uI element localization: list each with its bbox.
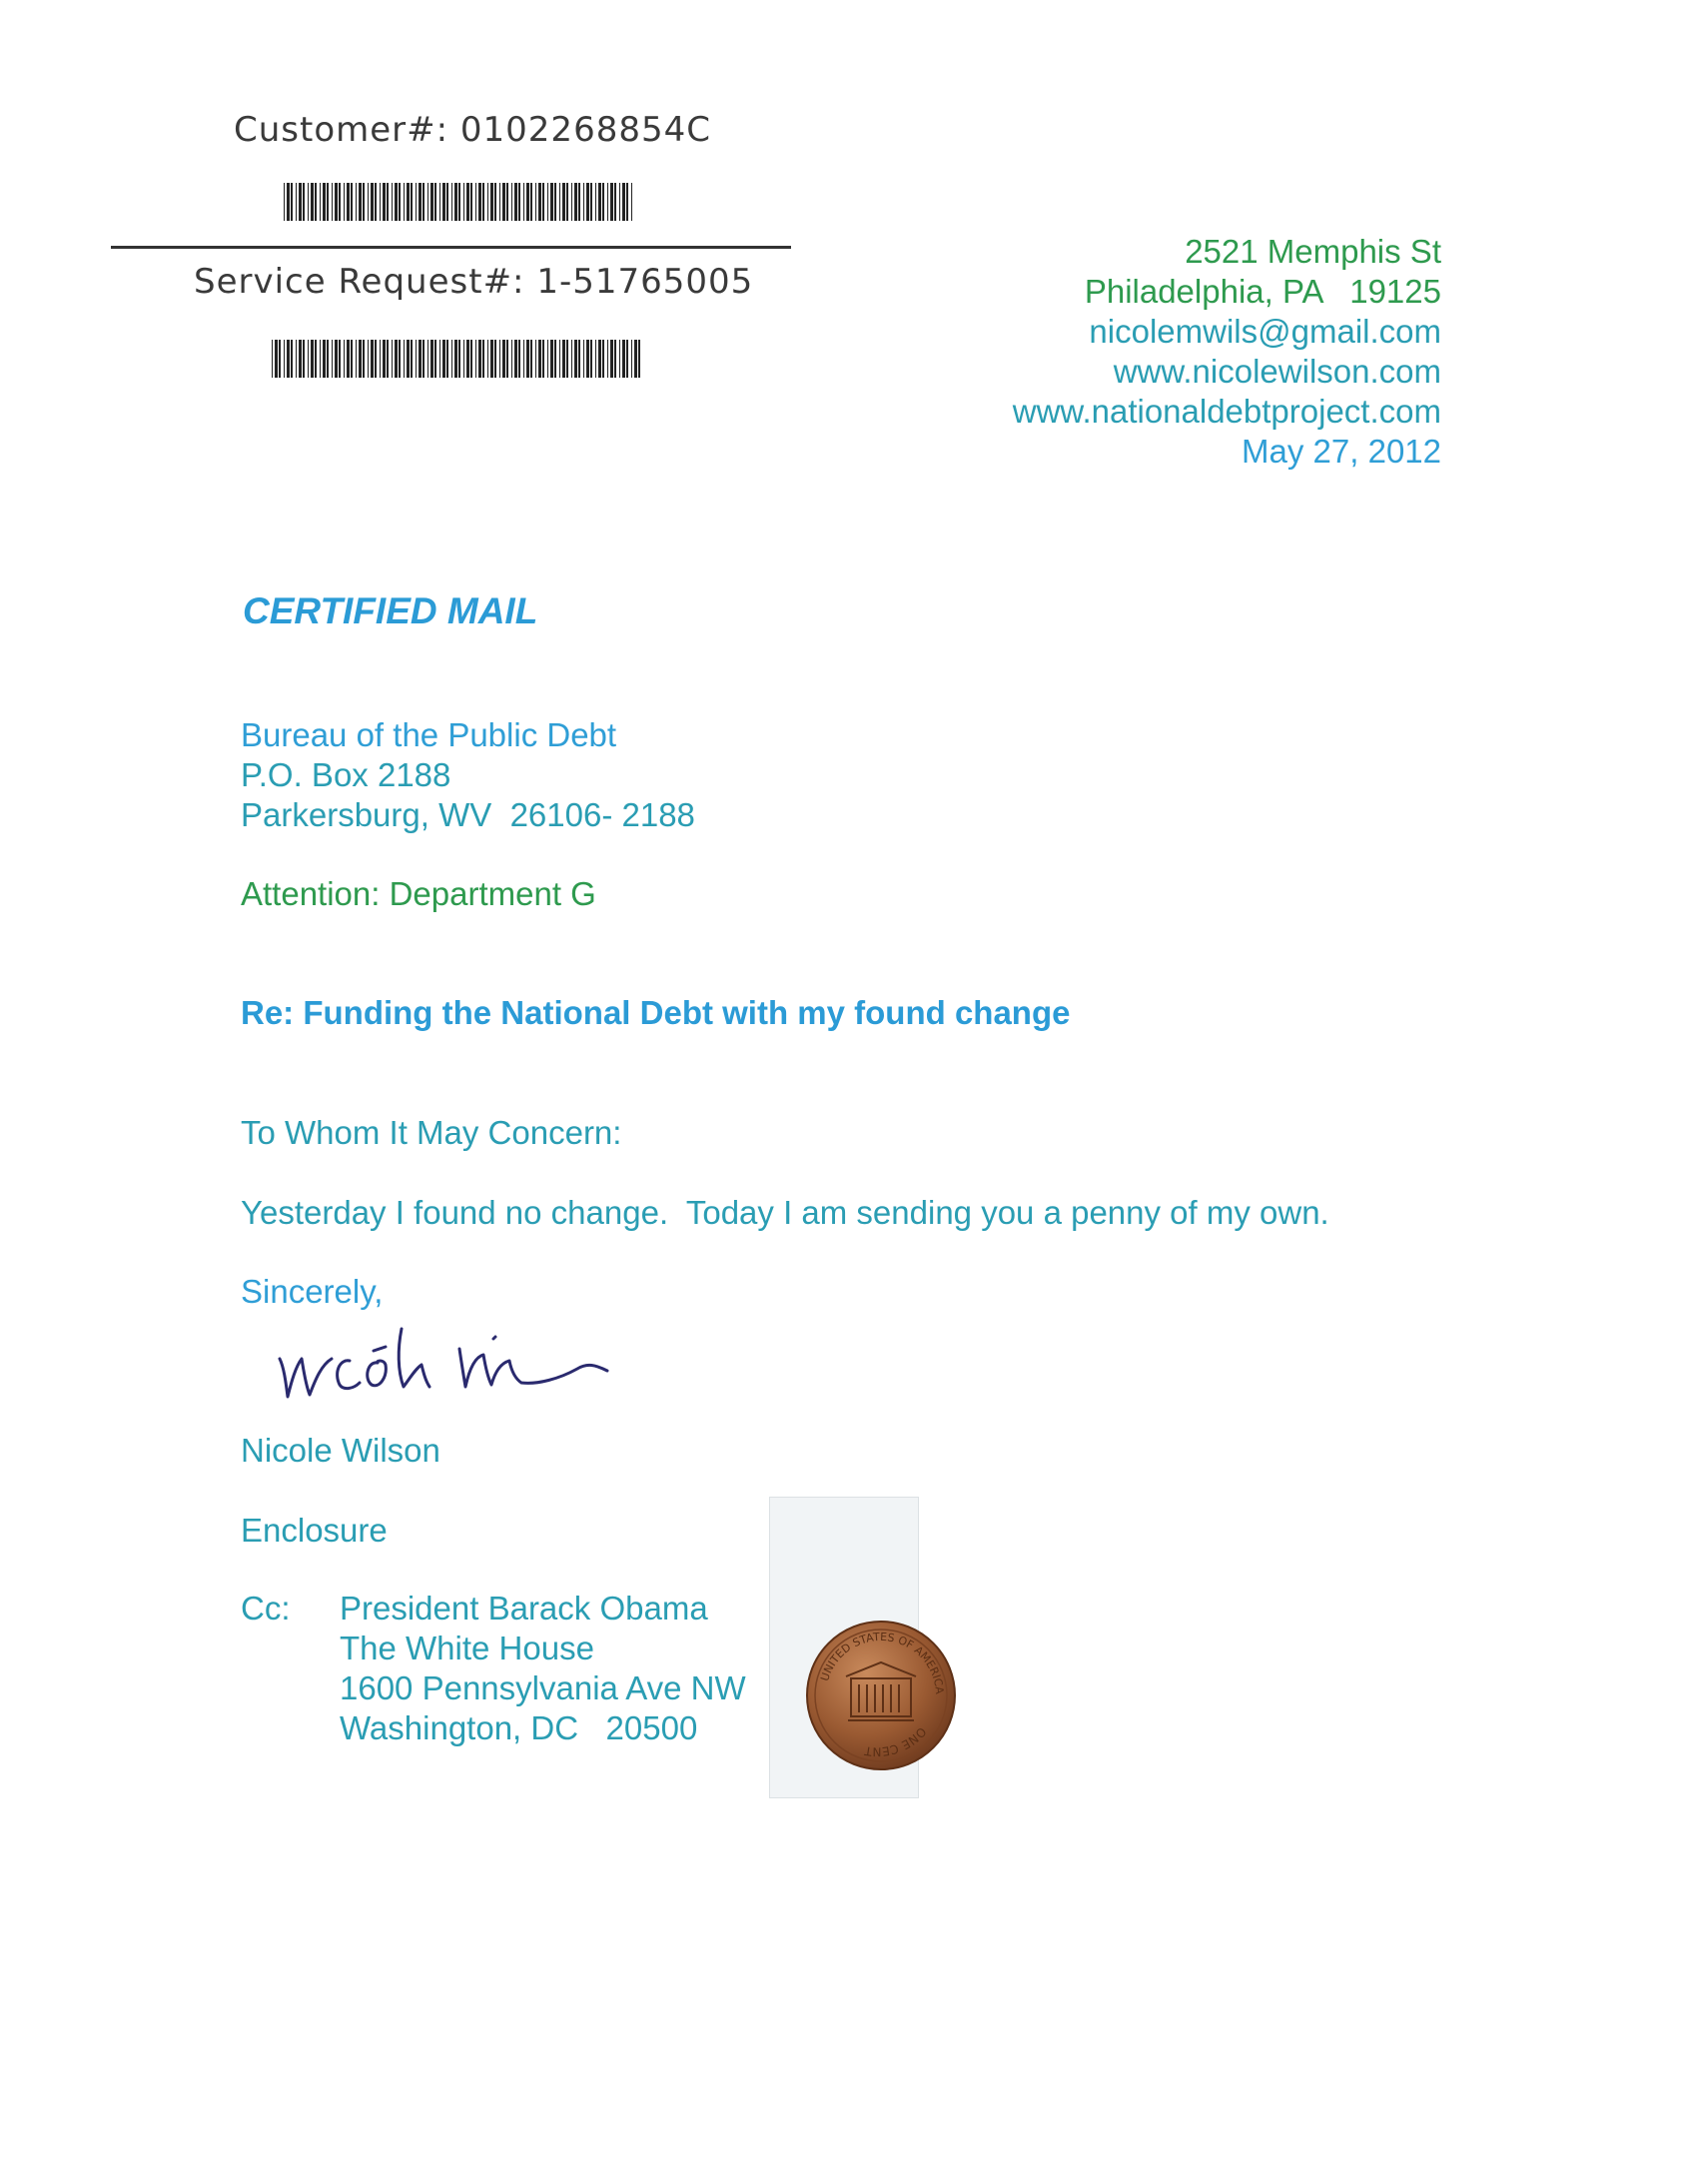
barcode-bar [335,183,338,221]
barcode-bar [279,340,281,378]
barcode-bar [327,340,329,378]
barcode-bar [542,183,544,221]
barcode-bar [583,183,584,221]
barcode-bar [487,183,488,221]
barcode-bar [626,340,628,378]
barcode-bar [466,183,469,221]
barcode-bar [530,183,532,221]
cc-address [340,1589,746,1748]
barcode-bar [423,183,424,221]
barcode-bar [416,340,417,378]
barcode-bar [607,340,608,378]
barcode-bar [323,183,326,221]
barcode-bar [463,340,464,378]
barcode-bar [404,340,405,378]
barcode-bar [299,183,302,221]
barcode-bar [466,340,469,378]
closing: Sincerely, [241,1273,384,1310]
barcode-bar [578,340,580,378]
barcode-bar [383,340,386,378]
barcode-bar [458,340,460,378]
barcode-bar [482,340,484,378]
barcode-bar [430,340,433,378]
barcode-bar [315,183,317,221]
barcode-bar [638,340,640,378]
barcode-bar [434,183,436,221]
barcode-bar [506,340,508,378]
barcode-bar [622,183,625,221]
barcode-bar [511,340,512,378]
barcode-bar [614,183,616,221]
barcode-bar [463,183,464,221]
barcode-bar [598,183,601,221]
barcode-bar [526,340,529,378]
customer-barcode [284,183,635,221]
sender-email: nicolemwils@gmail.com [1089,313,1441,350]
signature [270,1299,639,1409]
barcode-bar [434,340,436,378]
barcode-bar [562,340,565,378]
barcode-bar [395,183,398,221]
barcode-bar [407,183,410,221]
barcode-bar [514,340,517,378]
barcode-bar [482,183,484,221]
barcode-bar [451,340,452,378]
sender-city: Philadelphia, PA 19125 [1084,273,1441,310]
barcode-bar [550,340,553,378]
barcode-bar [291,340,293,378]
barcode-bar [475,340,476,378]
barcode-bar [490,340,493,378]
barcode-bar [458,183,460,221]
barcode-bar [375,340,377,378]
penny-bottom-text: ONE CENT [863,1724,930,1759]
barcode-bar [399,340,401,378]
barcode-bar [586,183,589,221]
barcode-bar [395,340,398,378]
barcode-bar [416,183,417,221]
recipient-address [241,715,695,835]
barcode-bar [299,340,302,378]
barcode-bar [559,340,560,378]
recipient-name: Bureau of the Public Debt [241,716,617,753]
enclosure-line: Enclosure [241,1512,388,1549]
barcode-bar [320,340,321,378]
barcode-bar [574,340,577,378]
barcode-bar [296,183,297,221]
barcode-bar [427,340,428,378]
barcode-bar [514,183,517,221]
barcode-bar [607,183,608,221]
barcode-bar [363,340,365,378]
barcode-bar [332,340,333,378]
barcode-bar [368,340,369,378]
barcode-bar [454,340,457,378]
barcode-bar [547,183,548,221]
customer-number: Customer#: 0102268854C [234,110,711,150]
barcode-bar [363,183,365,221]
recipient-box: P.O. Box 2188 [241,756,451,793]
barcode-bar [407,340,410,378]
barcode-bar [323,340,326,378]
barcode-bar [380,183,381,221]
barcode-bar [490,183,493,221]
barcode-bar [371,340,374,378]
barcode-bar [590,183,592,221]
barcode-bar [631,183,632,221]
barcode-bar [619,340,620,378]
barcode-bar [542,340,544,378]
cc-line: The White House [340,1630,594,1666]
barcode-bar [622,340,625,378]
barcode-bar [344,340,345,378]
barcode-bar [487,340,488,378]
subject-line: Re: Funding the National Debt with my found change [241,994,1071,1031]
barcode-bar [287,183,290,221]
barcode-bar [571,340,572,378]
barcode-bar [566,340,568,378]
barcode-bar [404,183,405,221]
barcode-bar [356,340,357,378]
barcode-bar [538,183,541,221]
barcode-bar [595,183,596,221]
barcode-bar [359,183,362,221]
service-request-number: Service Request#: 1-51765005 [194,262,754,302]
barcode-bar [631,340,632,378]
barcode-bar [387,340,389,378]
barcode-bar [554,183,556,221]
barcode-bar [419,183,422,221]
barcode-bar [494,183,496,221]
barcode-bar [344,183,345,221]
barcode-bar [399,183,401,221]
service-request-barcode [272,340,641,378]
barcode-bar [272,340,273,378]
sender-street: 2521 Memphis St [1185,233,1441,270]
barcode-bar [383,183,386,221]
recipient-city: Parkersburg, WV 26106- 2188 [241,796,695,833]
barcode-bar [586,340,589,378]
barcode-bar [535,183,536,221]
barcode-bar [287,340,290,378]
barcode-bar [619,183,620,221]
barcode-bar [610,340,613,378]
barcode-bar [347,340,350,378]
barcode-bar [311,340,314,378]
barcode-bar [427,183,428,221]
barcode-bar [478,183,481,221]
cc-label: Cc: [241,1590,291,1627]
barcode-bar [296,340,297,378]
barcode-bar [339,340,341,378]
barcode-bar [518,183,520,221]
barcode-bar [547,340,548,378]
penny-image [804,1619,959,1773]
barcode-bar [535,340,536,378]
barcode-bar [368,183,369,221]
barcode-bar [506,183,508,221]
barcode-bar [511,183,512,221]
barcode-bar [315,340,317,378]
barcode-bar [332,183,333,221]
barcode-bar [308,183,309,221]
attention-line: Attention: Department G [241,875,596,912]
barcode-bar [478,340,481,378]
barcode-bar [574,183,577,221]
barcode-bar [303,183,305,221]
barcode-bar [359,340,362,378]
barcode-bar [351,183,353,221]
barcode-bar [311,183,314,221]
barcode-bar [523,340,524,378]
barcode-bar [598,340,601,378]
cc-line: President Barack Obama [340,1590,708,1627]
barcode-bar [502,183,505,221]
barcode-bar [308,340,309,378]
barcode-bar [578,183,580,221]
barcode-bar [475,183,476,221]
signer-name: Nicole Wilson [241,1432,440,1469]
barcode-bar [470,340,472,378]
barcode-bar [430,183,433,221]
barcode-bar [583,340,584,378]
barcode-bar [347,183,350,221]
barcode-bar [562,183,565,221]
barcode-bar [442,183,445,221]
barcode-bar [387,183,389,221]
barcode-bar [550,183,553,221]
barcode-bar [602,183,604,221]
barcode-bar [380,340,381,378]
barcode-bar [442,340,445,378]
letter-body: Yesterday I found no change. Today I am sending you a penny of my own. [241,1194,1329,1231]
barcode-bar [419,340,422,378]
barcode-bar [610,183,613,221]
barcode-bar [590,340,592,378]
barcode-bar [559,183,560,221]
barcode-bar [339,183,341,221]
barcode-bar [351,340,353,378]
penny-top-text: UNITED STATES OF AMERICA [818,1630,947,1695]
barcode-bar [571,183,572,221]
barcode-bar [446,340,448,378]
barcode-bar [284,183,285,221]
barcode-bar [284,340,285,378]
barcode-bar [470,183,472,221]
barcode-bar [454,183,457,221]
barcode-bar [499,183,500,221]
barcode-bar [538,340,541,378]
barcode-bar [411,183,413,221]
barcode-bar [502,340,505,378]
barcode-bar [595,340,596,378]
barcode-bar [335,340,338,378]
sender-address [1013,232,1441,472]
barcode-bar [439,340,440,378]
barcode-bar [614,340,616,378]
cc-line: 1600 Pennsylvania Ave NW [340,1669,746,1706]
barcode-bar [275,340,278,378]
certified-mail-heading: CERTIFIED MAIL [243,590,538,631]
barcode-bar [634,340,637,378]
barcode-bar [530,340,532,378]
barcode-bar [526,183,529,221]
barcode-bar [626,183,628,221]
barcode-bar [602,340,604,378]
barcode-bar [494,340,496,378]
barcode-bar [451,183,452,221]
barcode-bar [356,183,357,221]
barcode-bar [392,183,393,221]
barcode-bar [320,183,321,221]
barcode-bar [371,183,374,221]
barcode-bar [518,340,520,378]
sender-website: www.nicolewilson.com [1113,353,1441,390]
barcode-bar [423,340,424,378]
barcode-bar [439,183,440,221]
letter-date: May 27, 2012 [1242,433,1441,470]
cc-line: Washington, DC 20500 [340,1709,698,1746]
sender-project-website: www.nationaldebtproject.com [1012,393,1441,430]
barcode-bar [499,340,500,378]
barcode-bar [411,340,413,378]
divider-rule [111,246,791,249]
barcode-bar [375,183,377,221]
barcode-bar [291,183,293,221]
barcode-bar [566,183,568,221]
barcode-bar [446,183,448,221]
barcode-bar [392,340,393,378]
barcode-bar [303,340,305,378]
barcode-bar [554,340,556,378]
salutation: To Whom It May Concern: [241,1114,622,1151]
barcode-bar [327,183,329,221]
barcode-bar [523,183,524,221]
